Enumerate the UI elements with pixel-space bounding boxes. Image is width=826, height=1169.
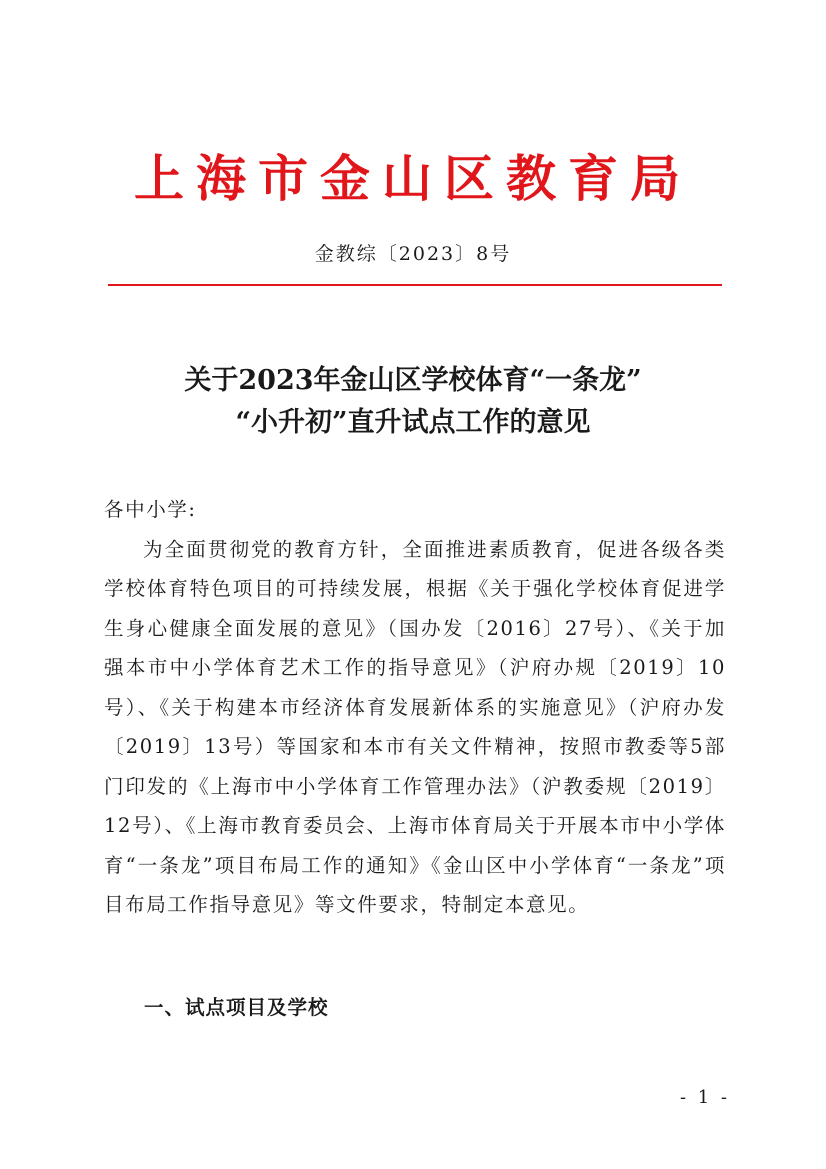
document-title (100, 360, 726, 444)
body-paragraph: 为全面贯彻党的教育方针，全面推进素质教育，促进各级各类学校体育特色项目的可持续发展，根据《关于强化学校体育促进学生身心健康全面发展的意见》（国办发〔2016〕27号）、《关于加强本市中小学体育艺术工作的指导意见》（沪府办规〔2019〕10号）、《关于构建本市经济体育发展新体系的实施意见》（沪府办发〔2019〕13号）等国家和本市有关文件精神，按照市教委等5部门印发的《上海市中小学体育工作管理办法》（沪教委规〔2019〕12号）、《上海市教育委员会、上海市体育局关于开展本市中小学体育“一条龙”项目布局工作的通知》《金山区中小学体育“一条龙”项目布局工作指导意见》等文件要求，特制定本意见。 (104, 537, 726, 916)
document-body (104, 490, 726, 925)
red-divider-line (108, 284, 722, 286)
title-line-2: “小升初”直升试点工作的意见 (235, 407, 591, 438)
title-line-1: 关于2023年金山区学校体育“一条龙” (184, 365, 642, 396)
page-number: - 1 - (679, 1087, 730, 1108)
issuer-masthead: 上海市金山区教育局 (134, 150, 692, 208)
salutation: 各中小学: (104, 498, 197, 521)
section-heading: 一、试点项目及学校 (144, 996, 329, 1019)
document-number: 金教综〔2023〕8号 (314, 243, 512, 265)
